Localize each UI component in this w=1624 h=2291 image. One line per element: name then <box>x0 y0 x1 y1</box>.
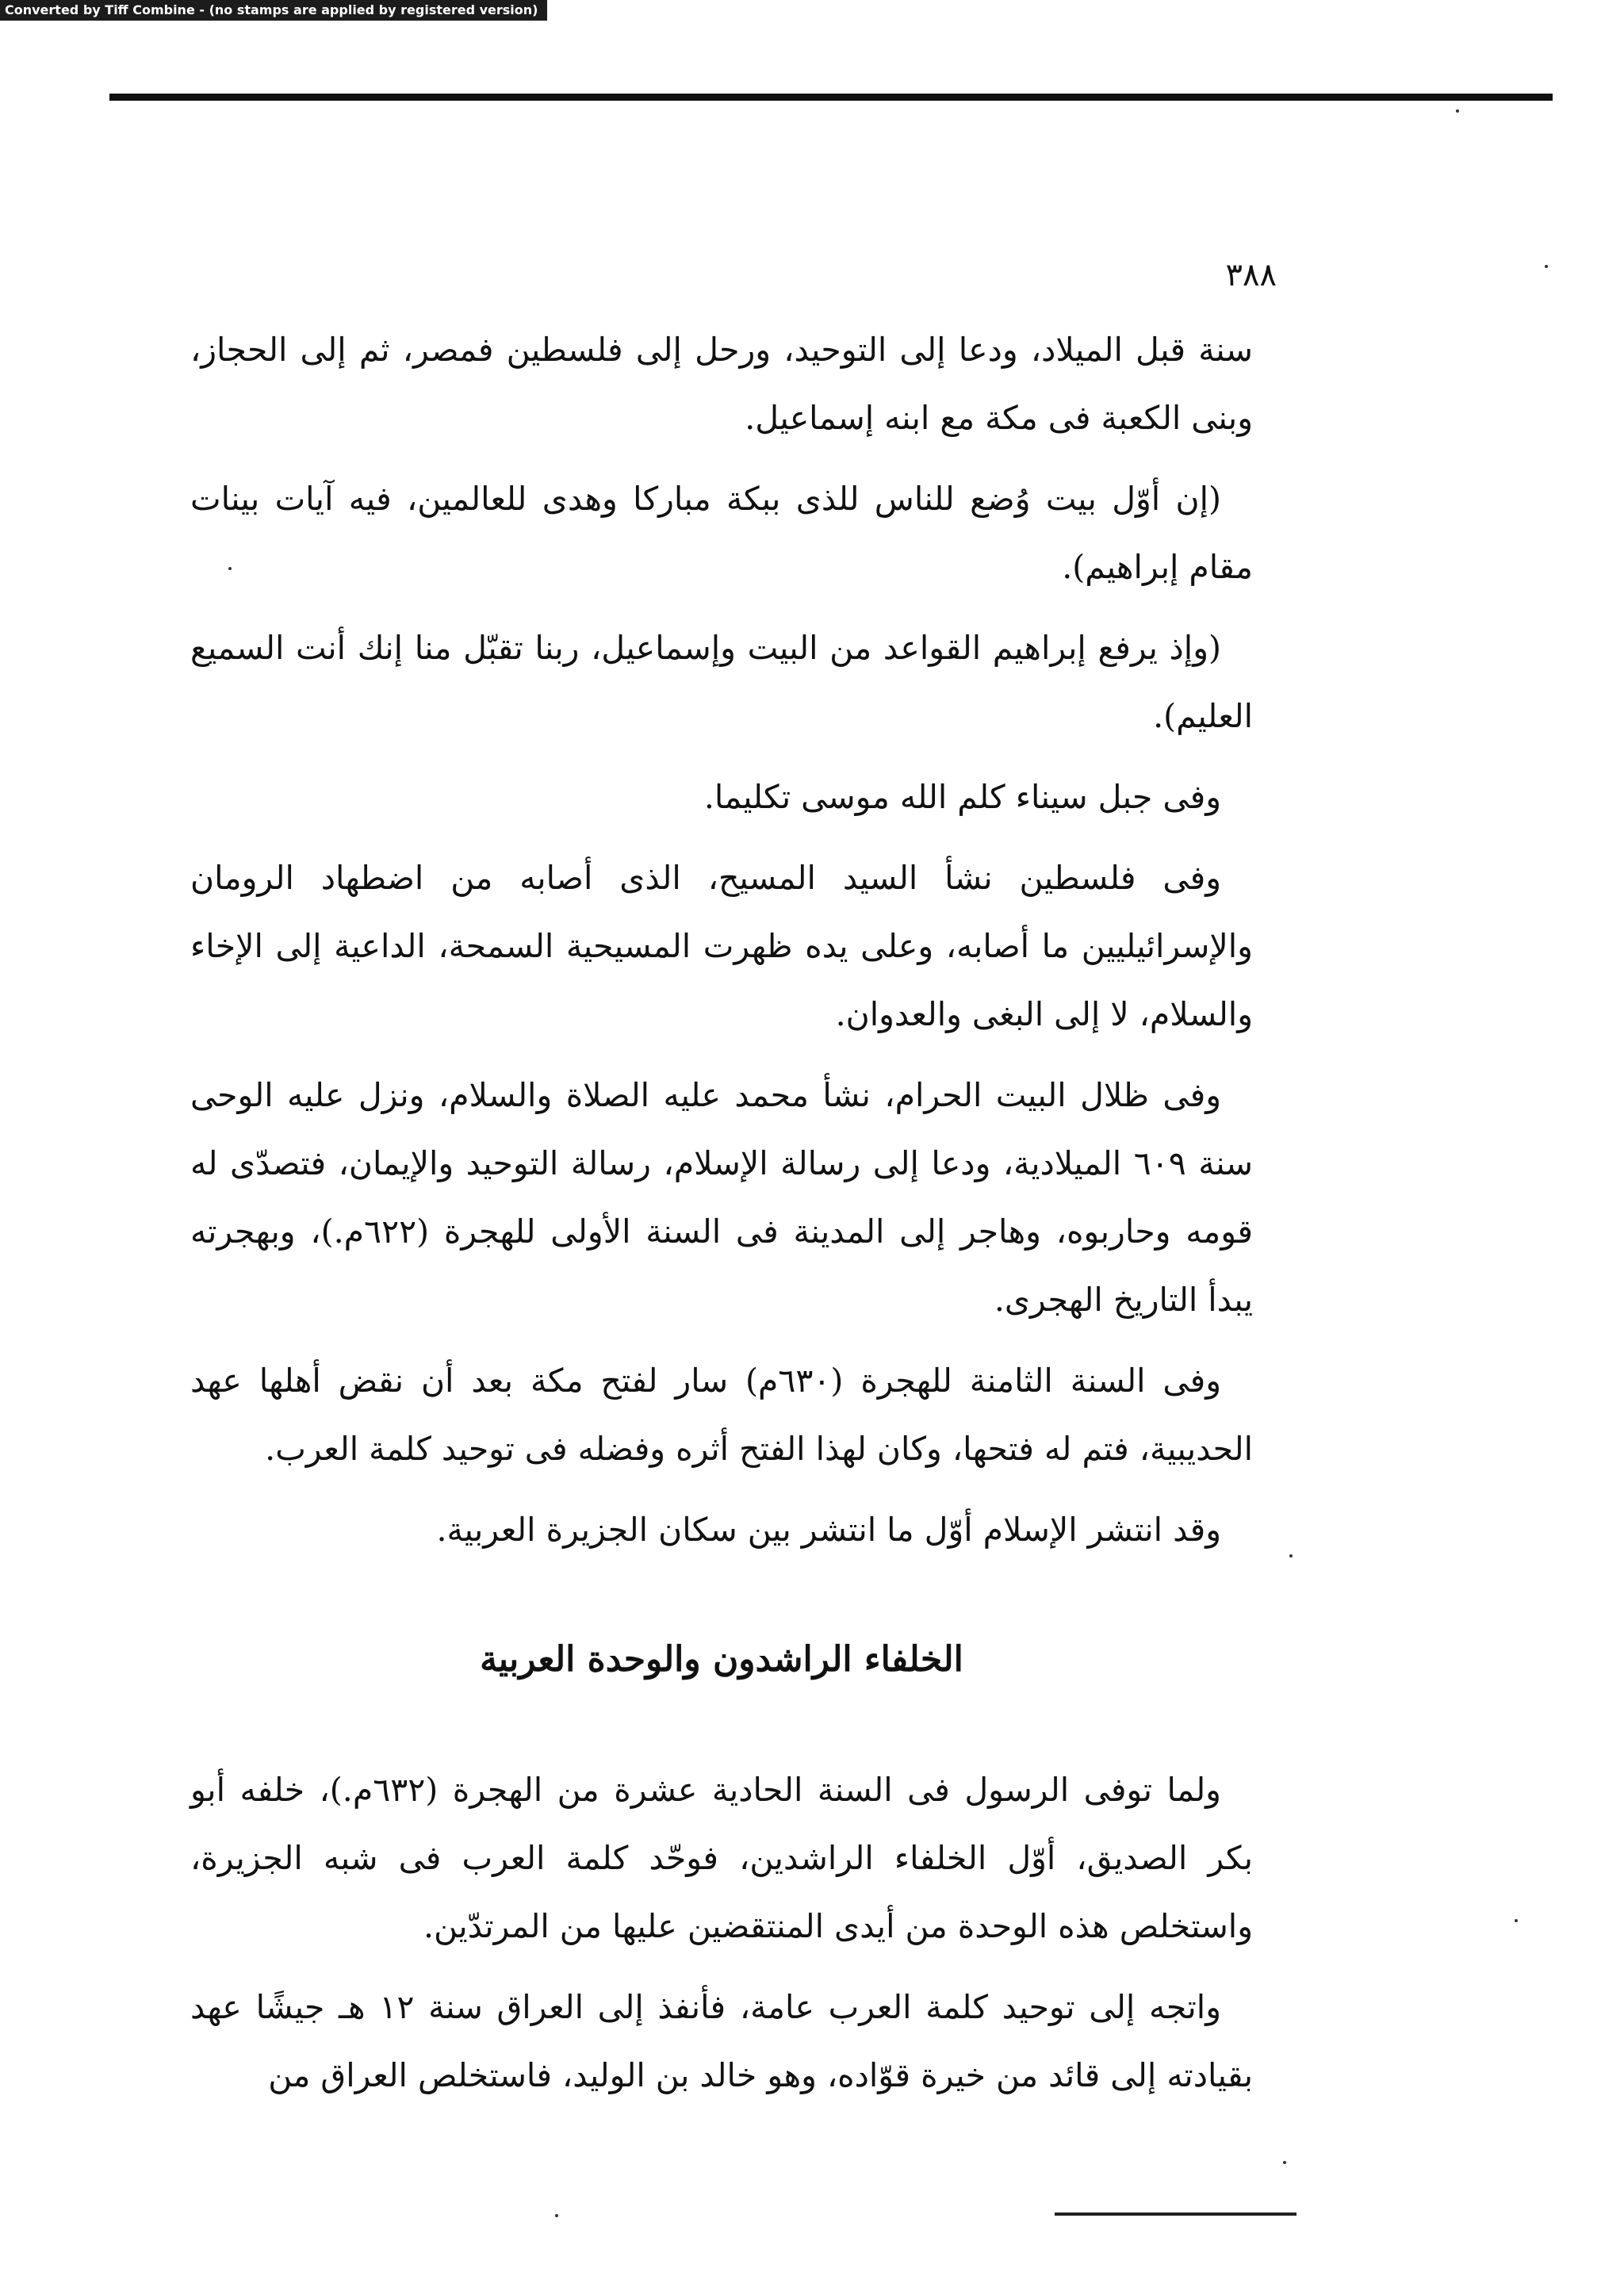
paragraph: سنة قبل الميلاد، ودعا إلى التوحيد، ورحل إلى فلسطين فمصر، ثم إلى الحجاز، وبنى الكعبة فى مكة مع ابنه إسماعيل. <box>190 331 1253 437</box>
scan-speck <box>1515 1919 1518 1922</box>
scan-speck <box>555 2214 558 2217</box>
scan-speck <box>1289 1554 1293 1557</box>
section-heading: الخلفاء الراشدون والوحدة العربية <box>480 1639 963 1680</box>
paragraph: واتجه إلى توحيد كلمة العرب عامة، فأنفذ إلى العراق سنة ١٢ هـ جيشًا عهد بقيادته إلى قائد من خيرة قوّاده، وهو خالد بن الوليد، فاستخلص العراق من <box>190 1988 1253 2094</box>
paragraph: (إن أوّل بيت وُضع للناس للذى ببكة مباركا وهدى للعالمين، فيه آيات بينات مقام إبراهيم). <box>190 480 1253 586</box>
body-text <box>190 316 1253 2122</box>
top-rule <box>109 94 1553 101</box>
page-number: ٣٨٨ <box>1225 257 1277 293</box>
scan-speck <box>1456 109 1459 113</box>
paragraph: وقد انتشر الإسلام أوّل ما انتشر بين سكان الجزيرة العربية. <box>436 1511 1221 1549</box>
paragraph: وفى جبل سيناء كلم الله موسى تكليما. <box>703 778 1221 816</box>
scan-speck <box>1545 265 1548 268</box>
paragraph: (وإذ يرفع إبراهيم القواعد من البيت وإسماعيل، ربنا تقبّل منا إنك أنت السميع العليم). <box>190 629 1253 735</box>
paragraph: وفى فلسطين نشأ السيد المسيح، الذى أصابه من اضطهاد الرومان والإسرائيليين ما أصابه، وعلى يده ظهرت المسيحية السمحة، الداعية إلى الإخاء والسلام، لا إلى البغى والعدوان. <box>190 859 1253 1033</box>
paragraph: ولما توفى الرسول فى السنة الحادية عشرة من الهجرة (٦٣٢م.)، خلفه أبو بكر الصديق، أوّل الخلفاء الراشدين، فوحّد كلمة العرب فى شبه الجزيرة، واستخلص هذه الوحدة من أيدى المنتقضين عليها من المرتدّين. <box>190 1771 1253 1945</box>
paragraph: وفى ظلال البيت الحرام، نشأ محمد عليه الصلاة والسلام، ونزل عليه الوحى سنة ٦٠٩ الميلادية، ودعا إلى رسالة الإسلام، رسالة التوحيد والإيمان، فتصدّى له قومه وحاربوه، وهاجر إلى المدينة فى السنة الأولى للهجرة (٦٢٢م.)، وبهجرته يبدأ التاريخ الهجرى. <box>190 1076 1253 1319</box>
converter-watermark-banner: Converted by Tiff Combine - (no stamps are applied by registered version) <box>0 0 547 21</box>
paragraph: وفى السنة الثامنة للهجرة (٦٣٠م) سار لفتح مكة بعد أن نقض أهلها عهد الحديبية، فتم له فتحها، وكان لهذا الفتح أثره وفضله فى توحيد كلمة العرب. <box>190 1362 1253 1468</box>
scan-speck <box>228 567 232 570</box>
scan-speck <box>1283 2161 1286 2164</box>
bottom-rule <box>1055 2212 1297 2216</box>
